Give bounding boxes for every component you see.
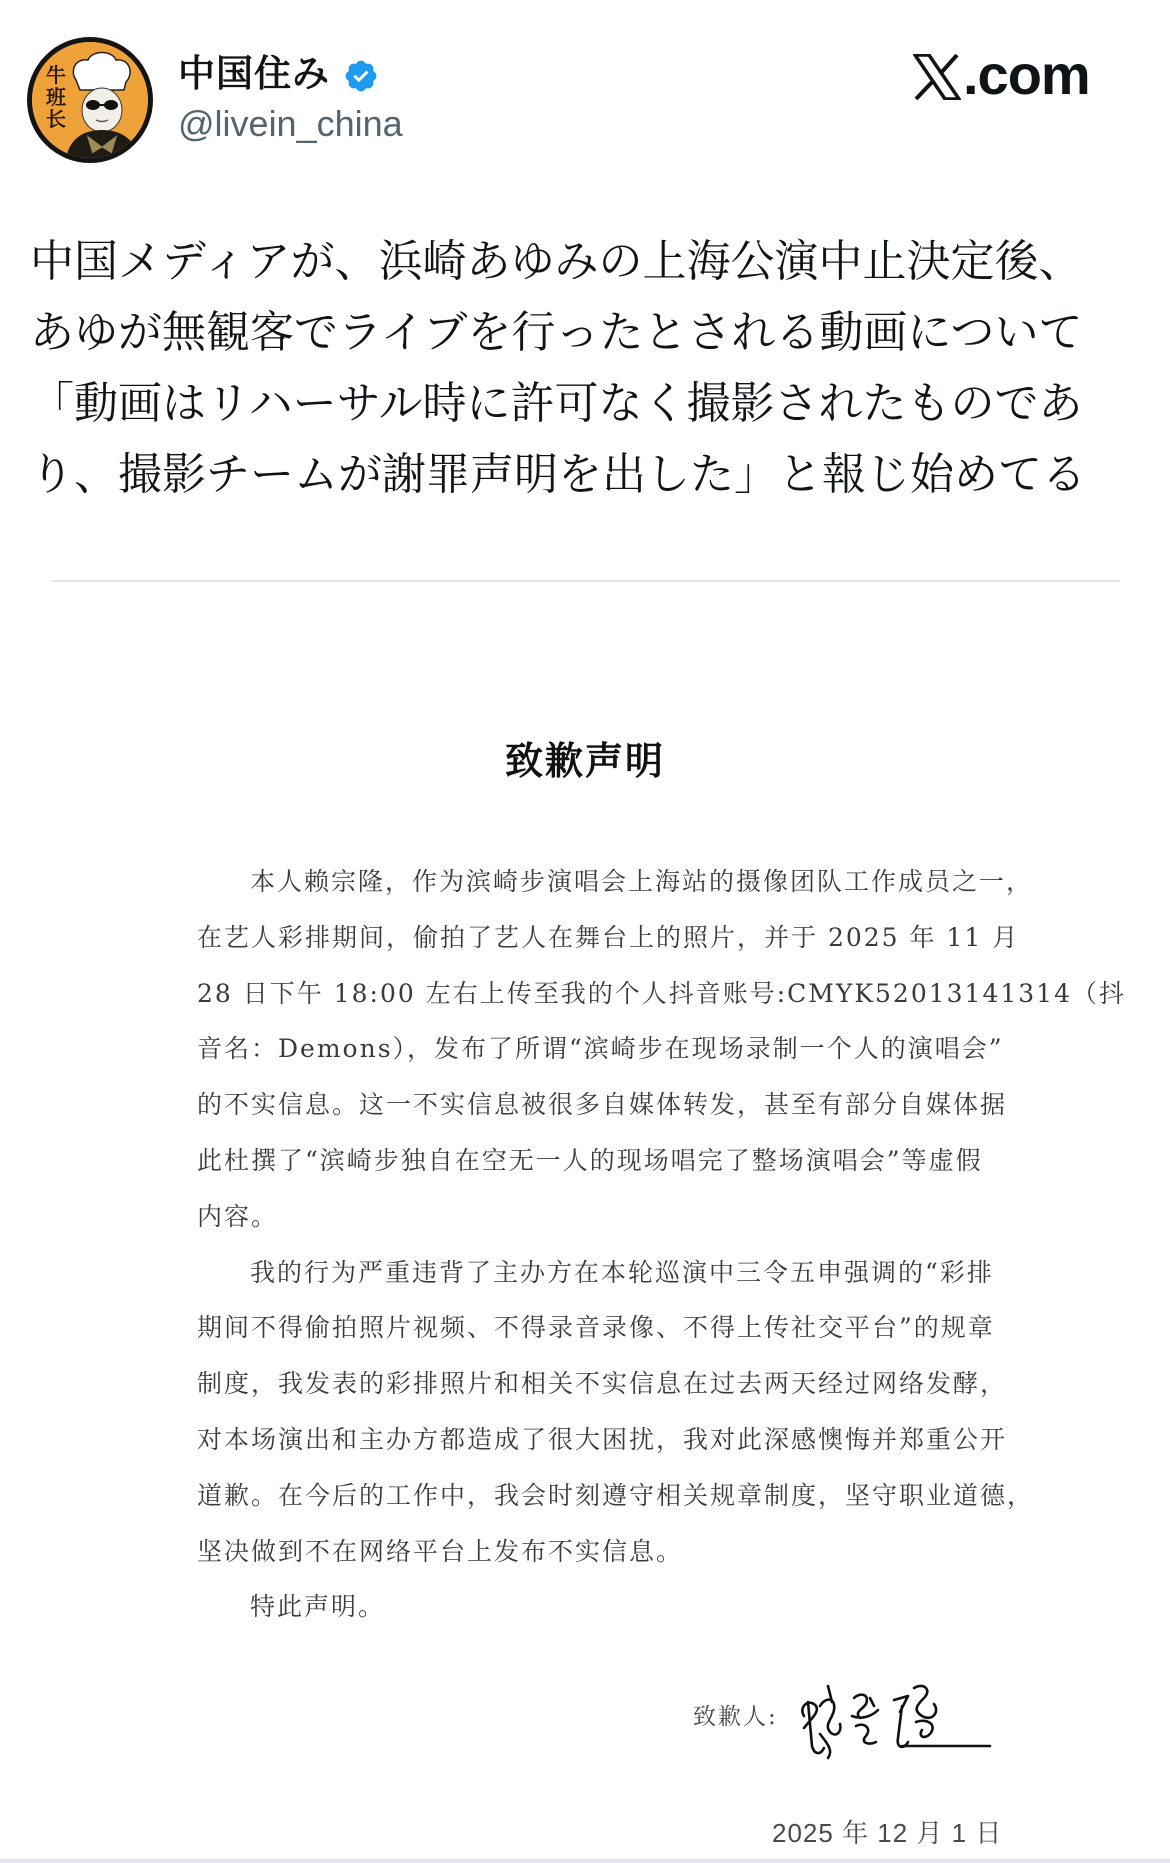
x-com-logo xyxy=(913,43,1090,106)
document-line: 期间不得偷拍照片视频、不得录音录像、不得上传社交平台”的规章 xyxy=(197,1313,995,1343)
document-line: 音名：Demons），发布了所谓“滨崎步在现场录制一个人的演唱会” xyxy=(197,1034,1004,1064)
avatar[interactable] xyxy=(27,37,153,163)
document-date: 2025 年 12 月 1 日 xyxy=(772,1818,1003,1848)
document-line: 我的行为严重违背了主办方在本轮巡演中三令五申强调的“彩排 xyxy=(250,1257,994,1287)
document-line: 内容。 xyxy=(197,1201,279,1231)
document-line: 道歉。在今后的工作中，我会时刻遵守相关规章制度，坚守职业道德， xyxy=(197,1480,1035,1510)
document-line: 在艺人彩排期间，偷拍了艺人在舞台上的照片，并于 2025 年 11 月 xyxy=(197,922,1020,952)
document-line: 本人赖宗隆，作为滨崎步演唱会上海站的摄像团队工作成员之一， xyxy=(250,867,1034,896)
document-line: 此杜撰了“滨崎步独自在空无一人的现场唱完了整场演唱会”等虚假 xyxy=(197,1145,983,1175)
document-line: 坚决做到不在网络平台上发布不实信息。 xyxy=(197,1536,684,1566)
divider xyxy=(52,580,1120,582)
svg-text:牛: 牛 xyxy=(46,63,66,87)
bottom-edge xyxy=(0,1859,1170,1863)
x-com-text: .com xyxy=(963,43,1090,106)
document-closing: 特此声明。 xyxy=(250,1592,386,1622)
document-line: 的不实信息。这一不实信息被很多自媒体转发，甚至有部分自媒体据 xyxy=(197,1090,1008,1120)
document-body xyxy=(197,854,1126,1635)
svg-text:班: 班 xyxy=(46,85,66,109)
verified-badge-icon xyxy=(343,58,379,94)
document-line: 28 日下午 18:00 左右上传至我的个人抖音账号:CMYK52013141314（抖 xyxy=(197,978,1126,1008)
tweet-line: 「動画はリハーサル時に許可なく撮影されたものであ xyxy=(30,378,1083,429)
signer-label: 致歉人: xyxy=(693,1704,778,1730)
document-line: 对本场演出和主办方都造成了很大困扰，我对此深感懊悔并郑重公开 xyxy=(197,1424,1008,1454)
svg-text:长: 长 xyxy=(46,107,66,131)
display-name[interactable]: 中国住み xyxy=(178,52,330,95)
tweet-line: り、撮影チームが謝罪声明を出した」と報じ始めてる xyxy=(30,449,1086,500)
document-title: 致歉声明 xyxy=(504,739,665,783)
x-logo-icon xyxy=(913,54,961,100)
user-handle[interactable]: @livein_china xyxy=(178,103,403,144)
chef-avatar-icon xyxy=(32,42,148,158)
document-line: 制度，我发表的彩排照片和相关不实信息在过去两天经过网络发酵， xyxy=(197,1369,1008,1399)
handwritten-signature xyxy=(790,1676,995,1766)
tweet-line: あゆが無観客でライブを行ったとされる動画について xyxy=(30,307,1083,358)
tweet-line: 中国メディアが、浜崎あゆみの上海公演中止決定後、 xyxy=(30,236,1083,287)
tweet-text xyxy=(30,226,1145,510)
